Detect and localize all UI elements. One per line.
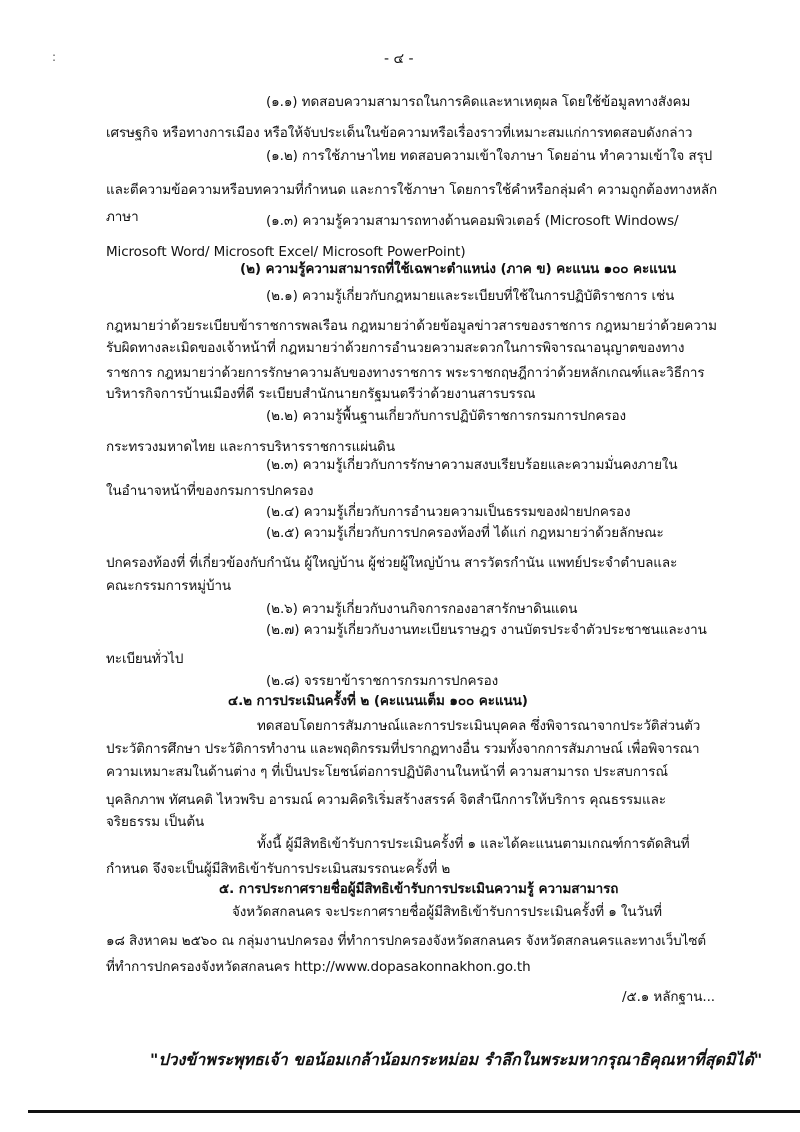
text-line: ปกครองท้องที่ ที่เกี่ยวข้องกับกำนัน ผู้ใหญ่บ้าน ผู้ช่วยผู้ใหญ่บ้าน สารวัตรกำนัน แพทย์ประจำตำบลและ: [106, 555, 678, 571]
text-line: ประวัติการศึกษา ประวัติการทำงาน และพฤติกรรมที่ปรากฏทางอื่น รวมทั้งจากการสัมภาษณ์ เพื่อพิจารณา: [106, 741, 700, 757]
text-line: (๑.๒) การใช้ภาษาไทย ทดสอบความเข้าใจภาษา โดยอ่าน ทำความเข้าใจ สรุป: [266, 148, 713, 164]
continuation-note: /๕.๑ หลักฐาน...: [622, 989, 715, 1005]
text-line: (๒.๑) ความรู้เกี่ยวกับกฎหมายและระเบียบที่ใช้ในการปฏิบัติราชการ เช่น: [266, 288, 675, 304]
text-line: ที่ทำการปกครองจังหวัดสกลนคร http://www.dopasakonnakhon.go.th: [106, 959, 531, 975]
text-line: กระทรวงมหาดไทย และการบริหารราชการแผ่นดิน: [106, 439, 395, 455]
text-line: Microsoft Word/ Microsoft Excel/ Microsoft PowerPoint): [106, 244, 466, 260]
text-line: บุคลิกภาพ ทัศนคติ ไหวพริบ อารมณ์ ความคิดริเริ่มสร้างสรรค์ จิตสำนึกการให้บริการ คุณธรรมและ: [106, 792, 666, 808]
text-line: บริหารกิจการบ้านเมืองที่ดี ระเบียบสำนักนายกรัฐมนตรีว่าด้วยงานสารบรรณ: [106, 386, 536, 402]
text-line: (๒.๗) ความรู้เกี่ยวกับงานทะเบียนราษฎร งานบัตรประจำตัวประชาชนและงาน: [266, 622, 707, 638]
text-line: กฎหมายว่าด้วยระเบียบข้าราชการพลเรือน กฎหมายว่าด้วยข้อมูลข่าวสารของราชการ กฎหมายว่าด้วยความ: [106, 318, 717, 334]
text-line: (๒.๒) ความรู้พื้นฐานเกี่ยวกับการปฏิบัติราชการกรมการปกครอง: [266, 408, 626, 424]
text-line: จังหวัดสกลนคร จะประกาศรายชื่อผู้มีสิทธิเข้ารับการประเมินครั้งที่ ๑ ในวันที่: [232, 904, 662, 920]
text-line: (๑.๓) ความรู้ความสามารถทางด้านคอมพิวเตอร์ (Microsoft Windows/: [266, 213, 679, 229]
section-heading: ๔.๒ การประเมินครั้งที่ ๒ (คะแนนเต็ม ๑๐๐ คะแนน): [228, 693, 528, 709]
text-line: (๒.๔) ความรู้เกี่ยวกับการอำนวยความเป็นธรรมของฝ่ายปกครอง: [266, 504, 631, 520]
text-line: ทั้งนี้ ผู้มีสิทธิเข้ารับการประเมินครั้งที่ ๑ และได้คะแนนตามเกณฑ์การตัดสินที่: [257, 836, 690, 852]
text-line: กำหนด จึงจะเป็นผู้มีสิทธิเข้ารับการประเมินสมรรถนะครั้งที่ ๒: [106, 861, 451, 877]
text-line: ความเหมาะสมในด้านต่าง ๆ ที่เป็นประโยชน์ต่อการปฏิบัติงานในหน้าที่ ความสามารถ ประสบการณ์: [106, 764, 668, 780]
text-line: รับผิดทางละเมิดของเจ้าหน้าที่ กฎหมายว่าด้วยการอำนวยความสะดวกในการพิจารณาอนุญาตของทาง: [106, 340, 685, 356]
text-line: (๒.๖) ความรู้เกี่ยวกับงานกิจการกองอาสารักษาดินแดน: [266, 601, 578, 617]
page-number: - ๔ -: [384, 51, 414, 67]
text-line: และตีความข้อความหรือบทความที่กำหนด และการใช้ภาษา โดยการใช้คำหรือกลุ่มคำ ความถูกต้องทางหลัก: [106, 182, 718, 198]
text-line: (๒.๘) จรรยาข้าราชการกรมการปกครอง: [266, 673, 499, 689]
bottom-divider: [28, 1110, 800, 1113]
section-heading: ๕. การประกาศรายชื่อผู้มีสิทธิเข้ารับการประเมินความรู้ ความสามารถ: [219, 881, 619, 897]
text-line: (๒.๕) ความรู้เกี่ยวกับการปกครองท้องที่ ได้แก่ กฎหมายว่าด้วยลักษณะ: [266, 525, 664, 541]
text-line: (๑.๑) ทดสอบความสามารถในการคิดและหาเหตุผล โดยใช้ข้อมูลทางสังคม: [266, 94, 691, 110]
text-line: จริยธรรม เป็นต้น: [106, 814, 205, 830]
scan-mark: :: [52, 50, 57, 64]
royal-motto: "ปวงข้าพระพุทธเจ้า ขอน้อมเกล้าน้อมกระหม่อม รำลึกในพระมหากรุณาธิคุณหาที่สุดมิได้": [150, 1050, 763, 1069]
text-line: เศรษฐกิจ หรือทางการเมือง หรือให้จับประเด็นในข้อความหรือเรื่องราวที่เหมาะสมแก่การทดสอบดังกล่าว: [106, 125, 693, 141]
text-line: ในอำนาจหน้าที่ของกรมการปกครอง: [106, 483, 314, 499]
text-line: ทะเบียนทั่วไป: [106, 651, 184, 667]
text-line: ทดสอบโดยการสัมภาษณ์และการประเมินบุคคล ซึ่งพิจารณาจากประวัติส่วนตัว: [257, 718, 701, 734]
text-line: (๒.๓) ความรู้เกี่ยวกับการรักษาความสงบเรียบร้อยและความมั่นคงภายใน: [266, 457, 678, 473]
text-line: ภาษา: [106, 209, 139, 225]
text-line: คณะกรรมการหมู่บ้าน: [106, 578, 232, 594]
section-heading: (๒) ความรู้ความสามารถที่ใช้เฉพาะตำแหน่ง (ภาค ข) คะแนน ๑๐๐ คะแนน: [240, 261, 676, 277]
text-line: ราชการ กฎหมายว่าด้วยการรักษาความลับของทางราชการ พระราชกฤษฎีกาว่าด้วยหลักเกณฑ์และวิธีการ: [106, 365, 705, 381]
text-line: ๑๘ สิงหาคม ๒๕๖๐ ณ กลุ่มงานปกครอง ที่ทำการปกครองจังหวัดสกลนคร จังหวัดสกลนครและทางเว็บไซต์: [106, 933, 707, 949]
